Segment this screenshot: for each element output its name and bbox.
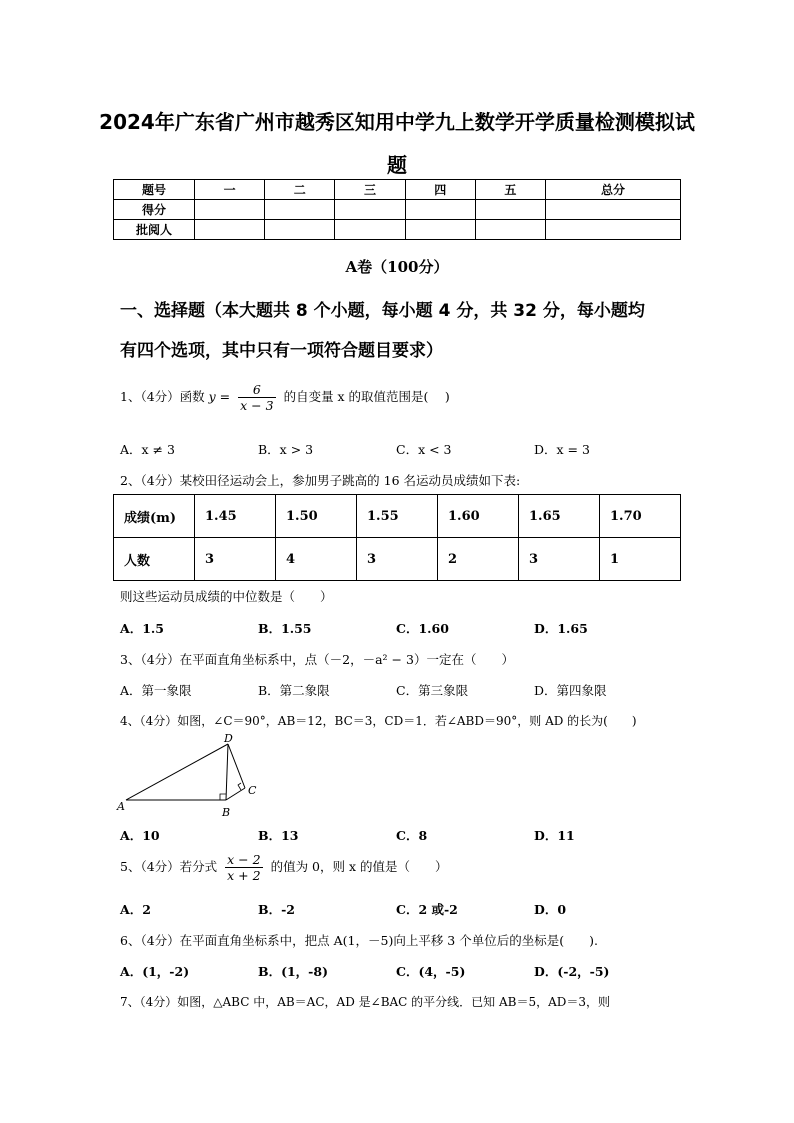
score-cell[interactable] xyxy=(265,200,335,220)
q2-option-d[interactable]: D．1.65 xyxy=(534,621,588,636)
score-header-cell: 五 xyxy=(475,180,545,200)
q3-option-d[interactable]: D．第四象限 xyxy=(534,683,607,698)
q5-numerator: x − 2 xyxy=(227,852,261,867)
count-cell: 2 xyxy=(438,538,519,581)
score-header-cell: 题号 xyxy=(114,180,195,200)
volume-heading: A卷（100分） xyxy=(345,258,449,276)
q3-option-b[interactable]: B．第二象限 xyxy=(258,683,330,698)
reviewer-cell[interactable] xyxy=(546,220,681,240)
reviewer-cell[interactable] xyxy=(335,220,405,240)
q5-option-d[interactable]: D．0 xyxy=(534,902,567,917)
q1-fraction xyxy=(238,382,275,413)
question-1 xyxy=(120,382,450,413)
page-title-line1: 2024年广东省广州市越秀区知用中学九上数学开学质量检测模拟试 xyxy=(99,110,695,134)
q5-suffix: 的值为 0，则 x 的值是（ ） xyxy=(270,859,448,874)
question-3: 3、（4分）在平面直角坐标系中，点（－2，－a² − 3）一定在（ ） xyxy=(120,652,514,667)
q5-prefix: 5、（4分）若分式 xyxy=(120,859,218,874)
reviewer-row-label: 批阅人 xyxy=(114,220,195,240)
q5-fraction xyxy=(225,852,262,883)
q1-numerator: 6 xyxy=(238,382,275,398)
q4-option-d[interactable]: D．11 xyxy=(534,828,575,843)
grades-row xyxy=(114,495,681,538)
q4-option-c[interactable]: C．8 xyxy=(396,828,428,843)
grades-cell: 1.55 xyxy=(357,495,438,538)
q4-label-d: D xyxy=(224,732,233,745)
question-4: 4、（4分）如图，∠C＝90°，AB＝12，BC＝3，CD＝1．若∠ABD＝90°，则 AD 的长为( ) xyxy=(120,714,637,728)
q1-option-c[interactable]: C．x < 3 xyxy=(396,442,452,457)
score-header-cell: 二 xyxy=(265,180,335,200)
q5-option-a[interactable]: A．2 xyxy=(120,902,151,917)
reviewer-cell[interactable] xyxy=(195,220,265,240)
q5-option-c[interactable]: C．2 或-2 xyxy=(396,902,458,917)
count-cell: 3 xyxy=(357,538,438,581)
question-6: 6、（4分）在平面直角坐标系中，把点 A(1，－5)向上平移 3 个单位后的坐标是( ). xyxy=(120,933,598,948)
q1-y: y = xyxy=(208,389,231,404)
score-row-label: 得分 xyxy=(114,200,195,220)
q5-option-b[interactable]: B．-2 xyxy=(258,902,295,917)
q1-option-a[interactable]: A．x ≠ 3 xyxy=(120,442,175,457)
score-header-cell: 总分 xyxy=(546,180,681,200)
q4-option-b[interactable]: B．13 xyxy=(258,828,299,843)
grades-header-cell: 成绩(m) xyxy=(114,495,195,538)
q3-option-c[interactable]: C．第三象限 xyxy=(396,683,469,698)
grades-cell: 1.60 xyxy=(438,495,519,538)
grades-cell: 1.45 xyxy=(195,495,276,538)
q2-question: 则这些运动员成绩的中位数是（ ） xyxy=(120,589,333,604)
question-7: 7、（4分）如图，△ABC 中，AB＝AC，AD 是∠BAC 的平分线．已知 AB＝5，AD＝3，则 xyxy=(120,995,611,1009)
q4-figure xyxy=(114,732,274,822)
score-header-cell: 一 xyxy=(195,180,265,200)
question-5 xyxy=(120,852,448,883)
count-header-cell: 人数 xyxy=(114,538,195,581)
score-header-cell: 三 xyxy=(335,180,405,200)
q1-suffix: 的自变量 x 的取值范围是( ) xyxy=(283,389,450,404)
score-cell[interactable] xyxy=(195,200,265,220)
q4-right-angle-b xyxy=(220,794,226,800)
q4-label-c: C xyxy=(248,784,257,797)
q4-option-a[interactable]: A．10 xyxy=(120,828,160,843)
score-header-cell: 四 xyxy=(405,180,475,200)
q4-segment-bc xyxy=(226,788,245,800)
q1-prefix: 1、（4分）函数 xyxy=(120,389,205,404)
reviewer-cell[interactable] xyxy=(405,220,475,240)
q4-segment-bd xyxy=(226,744,228,800)
q4-segment-ad xyxy=(126,744,228,800)
q3-option-a[interactable]: A．第一象限 xyxy=(120,683,192,698)
count-cell: 4 xyxy=(276,538,357,581)
q6-option-c[interactable]: C．(4，-5) xyxy=(396,964,466,979)
score-cell[interactable] xyxy=(475,200,545,220)
score-cell[interactable] xyxy=(335,200,405,220)
grades-cell: 1.65 xyxy=(519,495,600,538)
q4-segment-dc xyxy=(228,744,245,788)
q1-denominator: x − 3 xyxy=(240,398,274,413)
page-title-line2: 题 xyxy=(387,153,407,177)
q6-option-d[interactable]: D．(-2，-5) xyxy=(534,964,610,979)
q2-option-a[interactable]: A．1.5 xyxy=(120,621,164,636)
high-jump-table xyxy=(113,494,681,581)
score-table xyxy=(113,179,681,240)
reviewer-cell[interactable] xyxy=(265,220,335,240)
q1-option-d[interactable]: D．x = 3 xyxy=(534,442,590,457)
q1-option-b[interactable]: B．x > 3 xyxy=(258,442,314,457)
score-header-row xyxy=(114,180,681,200)
score-row xyxy=(114,200,681,220)
q2-option-c[interactable]: C．1.60 xyxy=(396,621,449,636)
q6-option-a[interactable]: A．(1，-2) xyxy=(120,964,190,979)
count-cell: 1 xyxy=(600,538,681,581)
question-2: 2、（4分）某校田径运动会上，参加男子跳高的 16 名运动员成绩如下表: xyxy=(120,473,521,488)
q6-option-b[interactable]: B．(1，-8) xyxy=(258,964,328,979)
count-row xyxy=(114,538,681,581)
section-heading-line1: 一、选择题（本大题共 8 个小题，每小题 4 分，共 32 分，每小题均 xyxy=(120,301,645,321)
q4-label-b: B xyxy=(222,806,231,819)
section-heading-line2: 有四个选项，其中只有一项符合题目要求） xyxy=(120,341,443,361)
grades-cell: 1.70 xyxy=(600,495,681,538)
q2-option-b[interactable]: B．1.55 xyxy=(258,621,312,636)
q4-right-angle-c xyxy=(238,783,241,790)
score-cell[interactable] xyxy=(546,200,681,220)
score-cell[interactable] xyxy=(405,200,475,220)
q4-label-a: A xyxy=(117,800,125,813)
count-cell: 3 xyxy=(195,538,276,581)
q5-denominator: x + 2 xyxy=(227,868,261,883)
grades-cell: 1.50 xyxy=(276,495,357,538)
reviewer-row xyxy=(114,220,681,240)
count-cell: 3 xyxy=(519,538,600,581)
reviewer-cell[interactable] xyxy=(475,220,545,240)
